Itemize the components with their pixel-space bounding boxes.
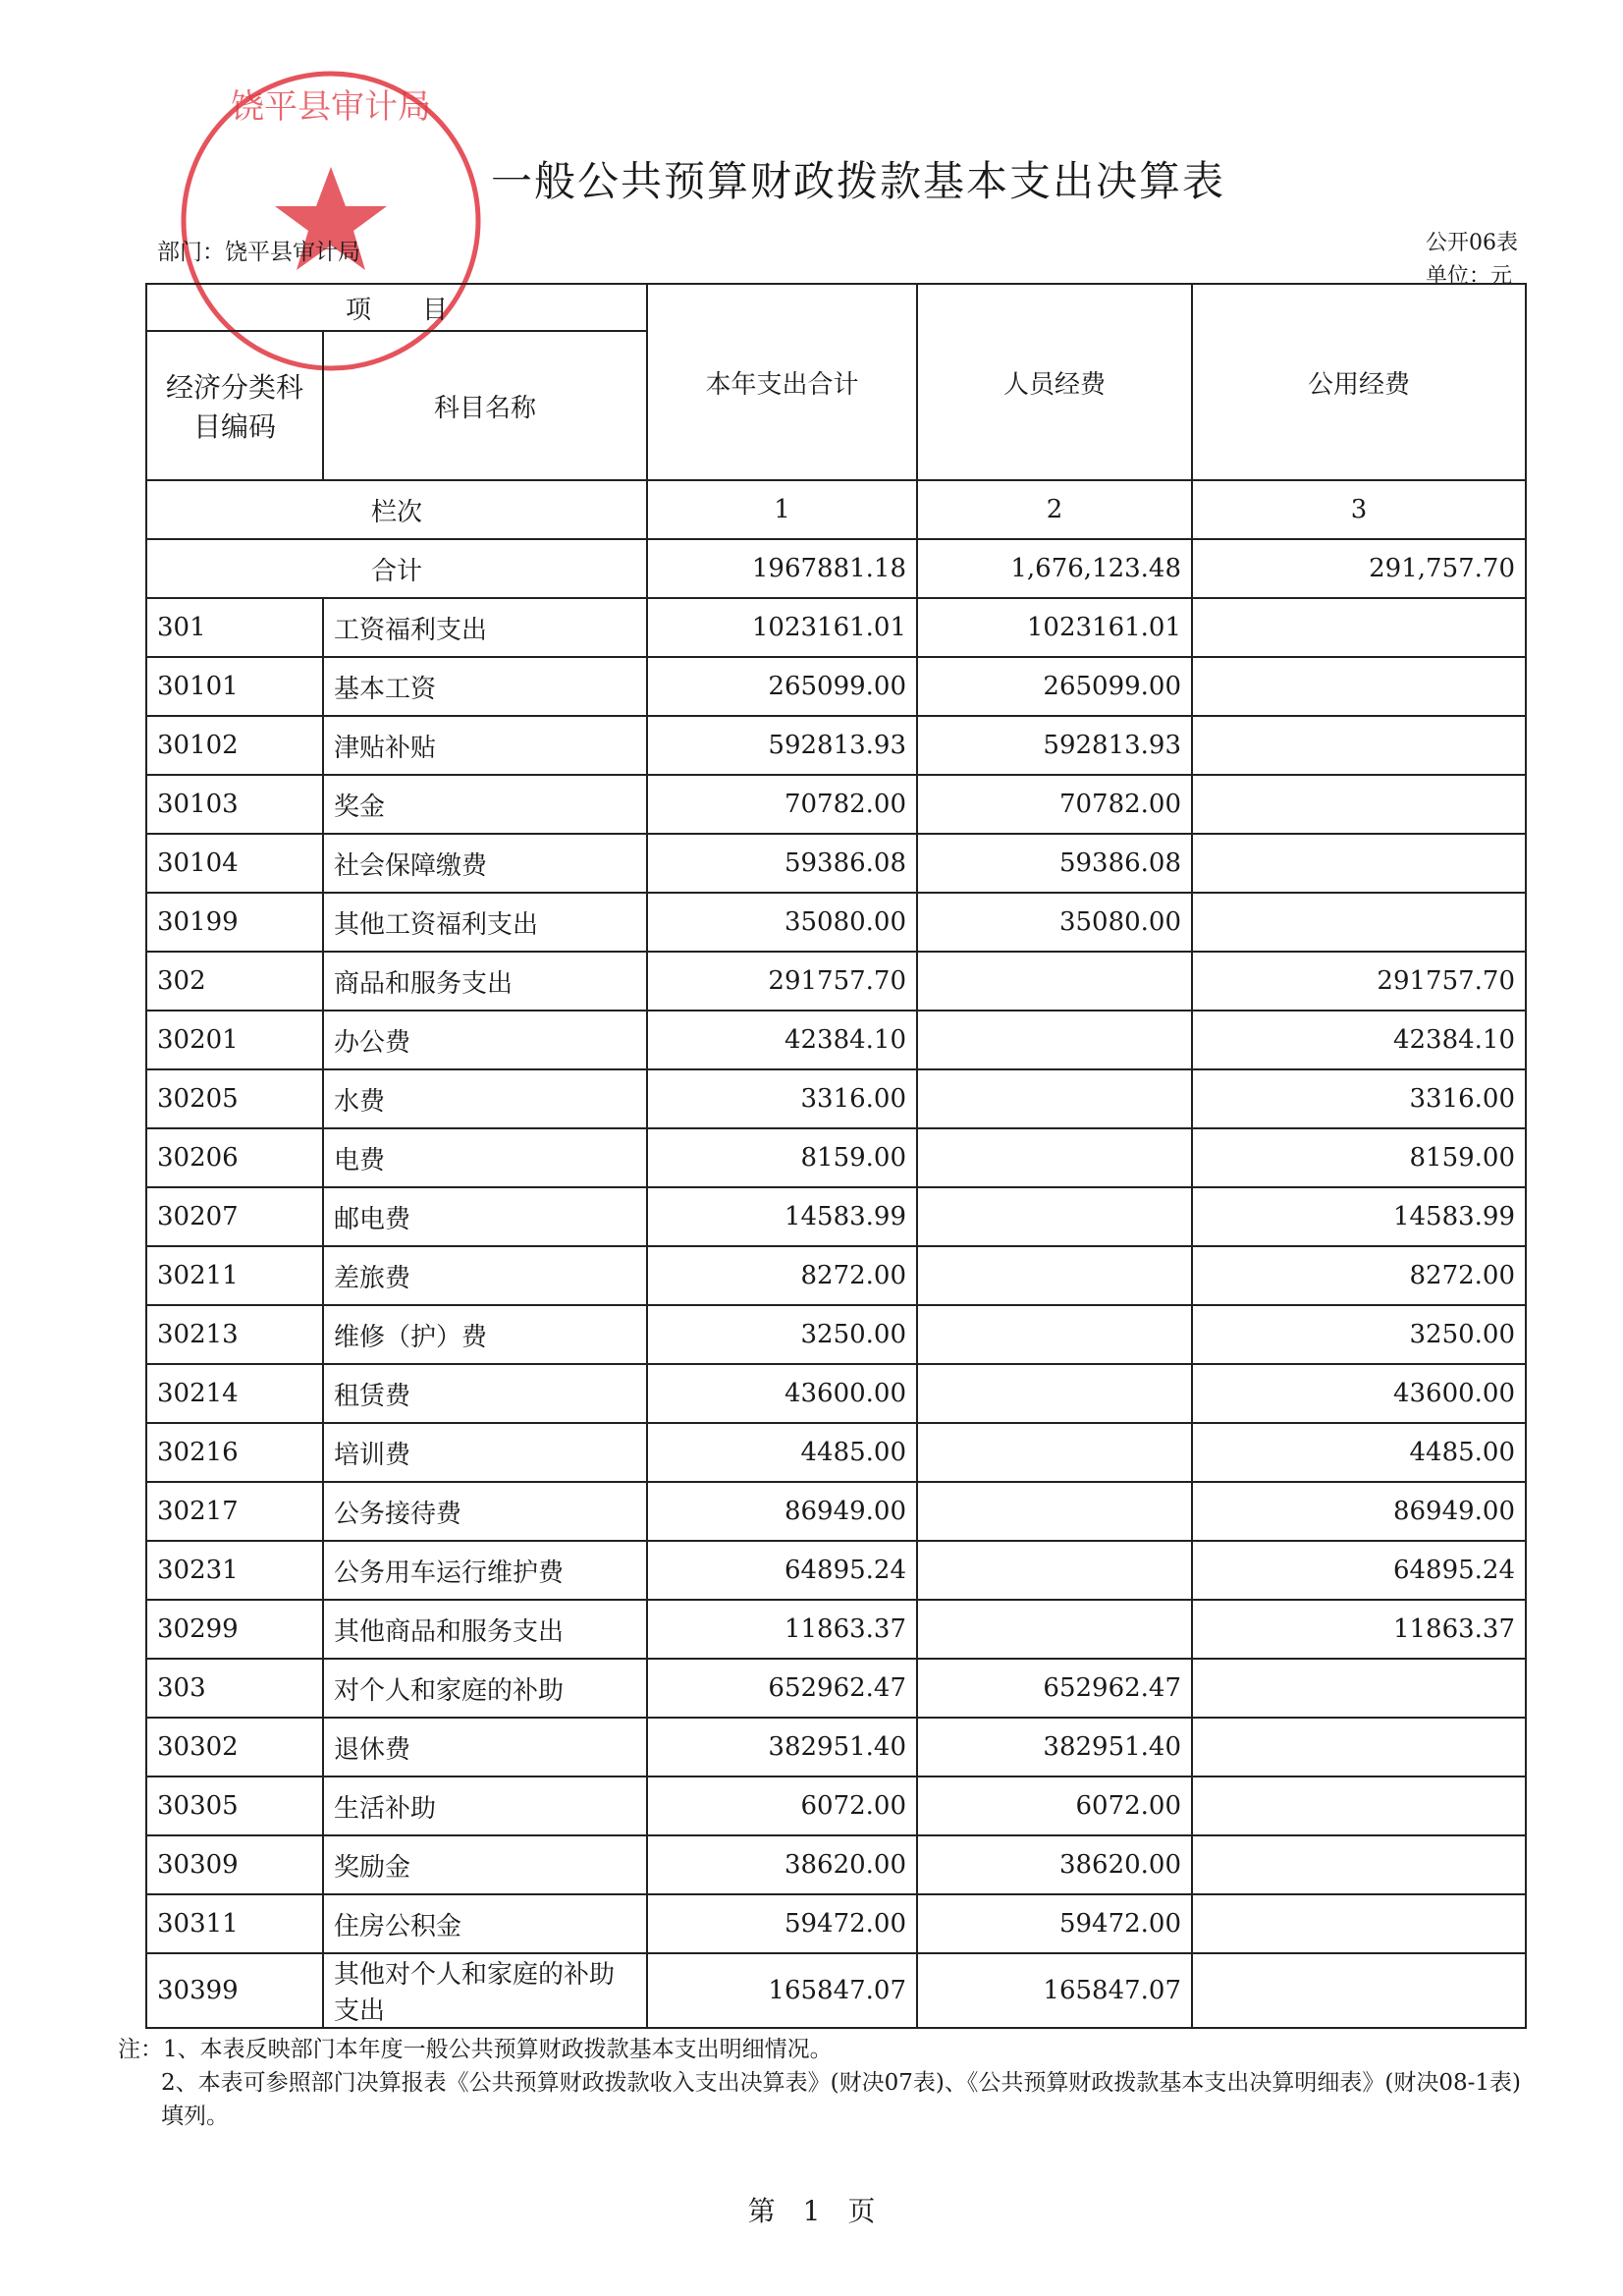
- sum-personnel: 1,676,123.48: [917, 539, 1192, 598]
- table-row: [146, 1305, 1526, 1364]
- table-row: [146, 775, 1526, 834]
- row-name: 基本工资: [323, 657, 647, 716]
- row-code: 30299: [146, 1600, 323, 1659]
- row-name: 租赁费: [323, 1364, 647, 1423]
- header-item: 项 目: [146, 284, 647, 331]
- row-name: 津贴补贴: [323, 716, 647, 775]
- row-name: 对个人和家庭的补助: [323, 1659, 647, 1718]
- row-total: 3316.00: [647, 1069, 917, 1128]
- table-row: [146, 1482, 1526, 1541]
- row-public: 291757.70: [1192, 952, 1526, 1011]
- row-personnel: 59472.00: [917, 1894, 1192, 1953]
- row-public: [1192, 834, 1526, 893]
- row-code: 302: [146, 952, 323, 1011]
- row-code: 30102: [146, 716, 323, 775]
- table-row: [146, 1718, 1526, 1777]
- row-total: 64895.24: [647, 1541, 917, 1600]
- row-public: [1192, 598, 1526, 657]
- col-3: 3: [1192, 480, 1526, 539]
- row-name: 工资福利支出: [323, 598, 647, 657]
- row-name: 奖金: [323, 775, 647, 834]
- row-public: 11863.37: [1192, 1600, 1526, 1659]
- row-public: 14583.99: [1192, 1187, 1526, 1246]
- row-code: 30201: [146, 1011, 323, 1069]
- row-personnel: 265099.00: [917, 657, 1192, 716]
- row-code: 30302: [146, 1718, 323, 1777]
- row-name: 公务接待费: [323, 1482, 647, 1541]
- row-code: 301: [146, 598, 323, 657]
- footnotes: [118, 2033, 1522, 2133]
- row-code: 30199: [146, 893, 323, 952]
- row-name: 退休费: [323, 1718, 647, 1777]
- row-name: 邮电费: [323, 1187, 647, 1246]
- table-row: [146, 893, 1526, 952]
- row-personnel: 38620.00: [917, 1835, 1192, 1894]
- row-name: 生活补助: [323, 1777, 647, 1835]
- row-personnel: [917, 1600, 1192, 1659]
- row-code: 30311: [146, 1894, 323, 1953]
- row-total: 35080.00: [647, 893, 917, 952]
- row-personnel: 35080.00: [917, 893, 1192, 952]
- table-row: [146, 1187, 1526, 1246]
- row-public: 3250.00: [1192, 1305, 1526, 1364]
- header-personnel: 人员经费: [917, 284, 1192, 480]
- row-public: [1192, 1835, 1526, 1894]
- row-code: 30205: [146, 1069, 323, 1128]
- col-2: 2: [917, 480, 1192, 539]
- table-row: [146, 1777, 1526, 1835]
- row-total: 8159.00: [647, 1128, 917, 1187]
- row-personnel: [917, 1541, 1192, 1600]
- table-row: [146, 657, 1526, 716]
- row-name: 差旅费: [323, 1246, 647, 1305]
- table-row: [146, 1600, 1526, 1659]
- table-row: [146, 716, 1526, 775]
- row-name: 水费: [323, 1069, 647, 1128]
- row-total: 1023161.01: [647, 598, 917, 657]
- unit-label: 单位：元: [1426, 264, 1513, 289]
- row-name: 其他对个人和家庭的补助支出: [323, 1953, 647, 2028]
- expenditure-table: [145, 283, 1527, 2029]
- table-row: [146, 1069, 1526, 1128]
- note-2: 2、本表可参照部门决算报表《公共预算财政拨款收入支出决算表》(财决07表)、《公共预算财政拨款基本支出决算明细表》(财决08-1表)填列。: [161, 2070, 1521, 2129]
- table-row: [146, 834, 1526, 893]
- row-code: 30214: [146, 1364, 323, 1423]
- row-code: 303: [146, 1659, 323, 1718]
- row-total: 165847.07: [647, 1953, 917, 2028]
- row-total: 382951.40: [647, 1718, 917, 1777]
- row-code: 30213: [146, 1305, 323, 1364]
- table-row: [146, 1894, 1526, 1953]
- row-personnel: 382951.40: [917, 1718, 1192, 1777]
- row-personnel: 70782.00: [917, 775, 1192, 834]
- department-label: 部门：饶平县审计局: [157, 240, 360, 265]
- row-code: 30217: [146, 1482, 323, 1541]
- row-code: 30231: [146, 1541, 323, 1600]
- row-personnel: 1023161.01: [917, 598, 1192, 657]
- row-public: 4485.00: [1192, 1423, 1526, 1482]
- page-number: 第 1 页: [747, 2195, 876, 2227]
- row-public: 8272.00: [1192, 1246, 1526, 1305]
- table-row: [146, 1128, 1526, 1187]
- row-public: 3316.00: [1192, 1069, 1526, 1128]
- col-1: 1: [647, 480, 917, 539]
- table-row: [146, 1541, 1526, 1600]
- page-title: 一般公共预算财政拨款基本支出决算表: [491, 157, 1226, 205]
- row-personnel: 652962.47: [917, 1659, 1192, 1718]
- row-public: 42384.10: [1192, 1011, 1526, 1069]
- row-public: 64895.24: [1192, 1541, 1526, 1600]
- table-row: [146, 952, 1526, 1011]
- table-row: [146, 1835, 1526, 1894]
- row-personnel: 59386.08: [917, 834, 1192, 893]
- row-code: 30309: [146, 1835, 323, 1894]
- row-total: 8272.00: [647, 1246, 917, 1305]
- row-name: 培训费: [323, 1423, 647, 1482]
- row-personnel: 6072.00: [917, 1777, 1192, 1835]
- row-code: 30104: [146, 834, 323, 893]
- row-personnel: [917, 1482, 1192, 1541]
- row-code: 30216: [146, 1423, 323, 1482]
- row-public: 43600.00: [1192, 1364, 1526, 1423]
- row-public: [1192, 1953, 1526, 2028]
- row-name: 维修（护）费: [323, 1305, 647, 1364]
- row-public: [1192, 1718, 1526, 1777]
- row-name: 其他商品和服务支出: [323, 1600, 647, 1659]
- row-code: 30206: [146, 1128, 323, 1187]
- sum-total: 1967881.18: [647, 539, 917, 598]
- table-row: [146, 1953, 1526, 2028]
- row-code: 30399: [146, 1953, 323, 2028]
- row-personnel: [917, 952, 1192, 1011]
- row-public: [1192, 1659, 1526, 1718]
- row-total: 592813.93: [647, 716, 917, 775]
- row-personnel: [917, 1305, 1192, 1364]
- sum-public: 291,757.70: [1192, 539, 1526, 598]
- row-total: 59472.00: [647, 1894, 917, 1953]
- table-row: [146, 1011, 1526, 1069]
- row-total: 291757.70: [647, 952, 917, 1011]
- row-code: 30101: [146, 657, 323, 716]
- row-total: 70782.00: [647, 775, 917, 834]
- row-name: 商品和服务支出: [323, 952, 647, 1011]
- row-total: 42384.10: [647, 1011, 917, 1069]
- row-name: 住房公积金: [323, 1894, 647, 1953]
- header-code: 经济分类科目编码: [146, 331, 323, 480]
- form-code: 公开06表: [1426, 231, 1518, 255]
- row-total: 11863.37: [647, 1600, 917, 1659]
- row-name: 社会保障缴费: [323, 834, 647, 893]
- row-personnel: [917, 1423, 1192, 1482]
- table-row: [146, 598, 1526, 657]
- row-total: 4485.00: [647, 1423, 917, 1482]
- row-total: 14583.99: [647, 1187, 917, 1246]
- row-personnel: [917, 1069, 1192, 1128]
- row-public: [1192, 775, 1526, 834]
- col-label: 栏次: [146, 480, 647, 539]
- table-row: [146, 1659, 1526, 1718]
- row-total: 59386.08: [647, 834, 917, 893]
- row-name: 公务用车运行维护费: [323, 1541, 647, 1600]
- row-public: 86949.00: [1192, 1482, 1526, 1541]
- row-total: 265099.00: [647, 657, 917, 716]
- row-total: 6072.00: [647, 1777, 917, 1835]
- row-code: 30207: [146, 1187, 323, 1246]
- row-personnel: [917, 1364, 1192, 1423]
- row-personnel: [917, 1128, 1192, 1187]
- row-total: 652962.47: [647, 1659, 917, 1718]
- row-total: 38620.00: [647, 1835, 917, 1894]
- note-1: 注：1、本表反映部门本年度一般公共预算财政拨款基本支出明细情况。: [118, 2037, 833, 2062]
- row-public: [1192, 893, 1526, 952]
- row-total: 43600.00: [647, 1364, 917, 1423]
- table-row: [146, 1246, 1526, 1305]
- header-name: 科目名称: [323, 331, 647, 480]
- row-name: 电费: [323, 1128, 647, 1187]
- row-total: 86949.00: [647, 1482, 917, 1541]
- row-code: 30305: [146, 1777, 323, 1835]
- table-row: [146, 1423, 1526, 1482]
- row-personnel: 165847.07: [917, 1953, 1192, 2028]
- svg-text:饶平县审计局: 饶平县审计局: [231, 87, 431, 127]
- sum-label: 合计: [146, 539, 647, 598]
- row-name: 办公费: [323, 1011, 647, 1069]
- row-personnel: [917, 1011, 1192, 1069]
- row-public: 8159.00: [1192, 1128, 1526, 1187]
- header-public: 公用经费: [1192, 284, 1526, 480]
- row-name: 奖励金: [323, 1835, 647, 1894]
- row-public: [1192, 657, 1526, 716]
- row-name: 其他工资福利支出: [323, 893, 647, 952]
- row-personnel: [917, 1246, 1192, 1305]
- row-personnel: 592813.93: [917, 716, 1192, 775]
- row-public: [1192, 716, 1526, 775]
- row-public: [1192, 1894, 1526, 1953]
- header-total: 本年支出合计: [647, 284, 917, 480]
- row-total: 3250.00: [647, 1305, 917, 1364]
- table-row: [146, 1364, 1526, 1423]
- row-personnel: [917, 1187, 1192, 1246]
- row-public: [1192, 1777, 1526, 1835]
- row-code: 30103: [146, 775, 323, 834]
- row-code: 30211: [146, 1246, 323, 1305]
